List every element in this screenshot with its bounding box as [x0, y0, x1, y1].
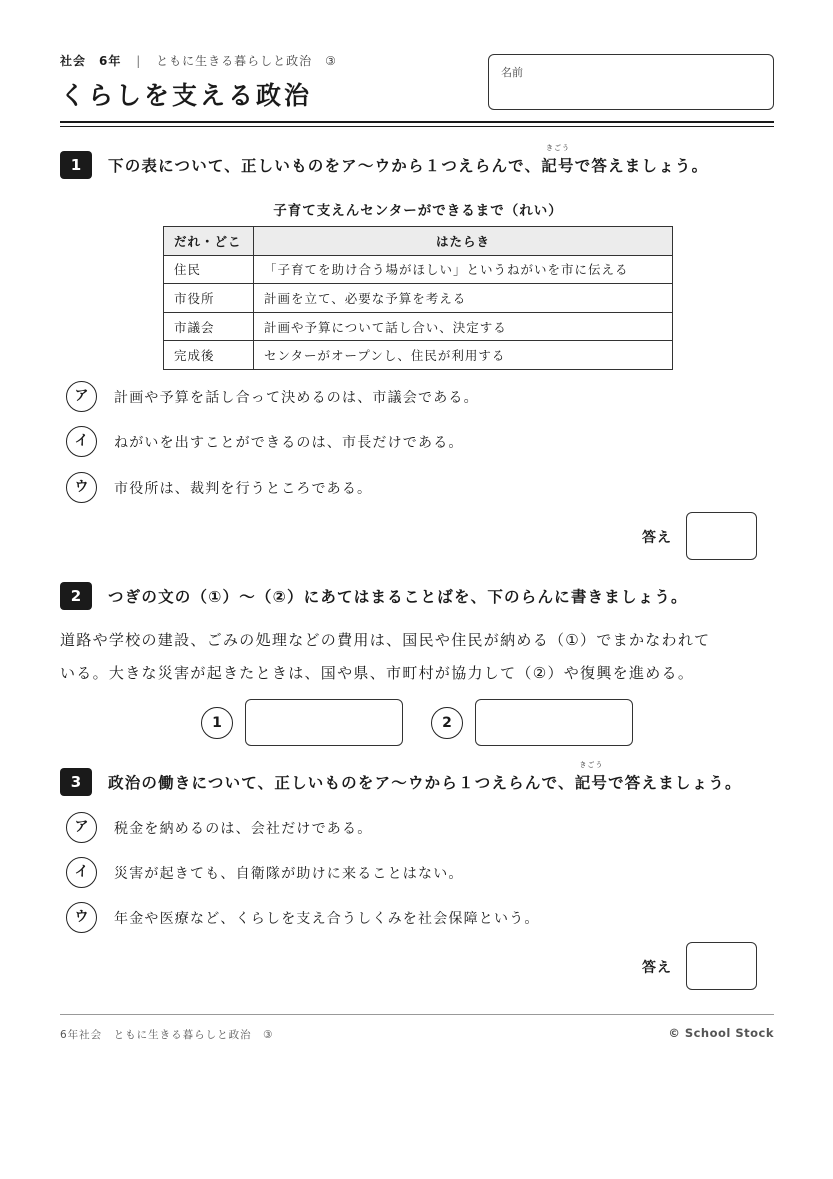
choice-text: ねがいを出すことができるのは、市長だけである。	[114, 435, 464, 451]
question-1-number: 1	[60, 151, 92, 179]
footer-unit: 6年社会 ともに生きる暮らしと政治 ③	[60, 1029, 274, 1041]
question-1-prompt	[108, 144, 709, 176]
q3-ruby-base: 記号	[574, 774, 609, 792]
choice-mark: イ	[66, 426, 97, 457]
choice-mark: イ	[66, 857, 97, 888]
choice-text: 年金や医療など、くらしを支え合うしくみを社会保障という。	[114, 911, 540, 927]
table-cell-role: 計画や予算について話し合い、決定する	[254, 312, 673, 341]
subject-grade: 社会 6年	[60, 54, 122, 68]
table-row	[164, 341, 673, 370]
q3-choice-a[interactable]	[66, 812, 766, 844]
name-field[interactable]	[488, 54, 774, 110]
header-rule-thin	[60, 126, 774, 127]
q3-answer-label: 答え	[642, 960, 672, 976]
q1-ruby-word	[541, 144, 575, 176]
table-cell-role: センターがオープンし、住民が利用する	[254, 341, 673, 370]
table-row	[164, 312, 673, 341]
q1-ruby-base: 記号	[541, 157, 575, 175]
table-header-role: はたらき	[254, 227, 673, 256]
question-2-heading	[60, 580, 780, 612]
choice-text: 計画や予算を話し合って決めるのは、市議会である。	[114, 390, 479, 406]
table-row	[164, 284, 673, 313]
table-title: 子育て支えんセンターができるまで（れい）	[273, 203, 563, 219]
q1-choice-a[interactable]	[66, 381, 766, 413]
blank-2-answer-box[interactable]	[475, 699, 633, 746]
q3-choice-i[interactable]	[66, 857, 766, 889]
header-separator: |	[136, 54, 142, 68]
question-3-heading	[60, 761, 780, 798]
table-cell-role: 「子育てを助け合う場がほしい」というねがいを市に伝える	[254, 255, 673, 284]
choice-mark: ウ	[66, 472, 97, 503]
unit-name: ともに生きる暮らしと政治 ③	[156, 54, 337, 68]
blank-1-answer-box[interactable]	[245, 699, 403, 746]
choice-text: 災害が起きても、自衛隊が助けに来ることはない。	[114, 866, 464, 882]
q3-ruby-reading: きごう	[579, 761, 604, 769]
name-label: 名前	[501, 66, 523, 79]
question-3-number: 3	[60, 768, 92, 796]
choice-text: 市役所は、裁判を行うところである。	[114, 481, 373, 497]
q1-ruby-reading: きごう	[545, 144, 570, 152]
question-2-prompt: つぎの文の（①）～（②）にあてはまることばを、下のらんに書きましょう。	[108, 588, 688, 606]
table-row	[164, 255, 673, 284]
q3-ruby-word	[574, 761, 609, 793]
q1-choice-i[interactable]	[66, 426, 766, 458]
table-cell-who: 完成後	[164, 341, 254, 370]
q1-answer-label: 答え	[642, 530, 672, 546]
choice-mark: ア	[66, 812, 97, 843]
q3-prompt-before: 政治の働きについて、正しいものをア～ウから１つえらんで、	[108, 774, 575, 792]
q2-passage	[60, 624, 780, 690]
question-3-prompt	[108, 761, 742, 793]
q3-choice-u[interactable]	[66, 902, 766, 934]
question-1-heading	[60, 144, 780, 181]
table-cell-who: 市議会	[164, 312, 254, 341]
process-table	[163, 226, 673, 370]
q1-prompt-before: 下の表について、正しいものをア～ウから１つえらんで、	[108, 157, 542, 175]
worksheet-header	[60, 52, 774, 122]
footer-copyright: © School Stock	[668, 1026, 774, 1040]
choice-mark: ア	[66, 381, 97, 412]
table-header-who: だれ・どこ	[164, 227, 254, 256]
table-cell-who: 住民	[164, 255, 254, 284]
table-cell-role: 計画を立て、必要な予算を考える	[254, 284, 673, 313]
blank-1-label: 1	[201, 707, 233, 739]
q1-prompt-after: で答えましょう。	[574, 157, 709, 175]
subject-line	[60, 52, 337, 69]
choice-mark: ウ	[66, 902, 97, 933]
header-rule-thick	[60, 121, 774, 123]
passage-line-2: いる。大きな災害が起きたときは、国や県、市町村が協力して（②）や復興を進める。	[60, 664, 695, 682]
blank-2-label: 2	[431, 707, 463, 739]
q3-prompt-after: で答えましょう。	[608, 774, 742, 792]
choice-text: 税金を納めるのは、会社だけである。	[114, 821, 373, 837]
page-title: くらしを支える政治	[60, 81, 313, 110]
footer-rule	[60, 1014, 774, 1015]
q1-answer-box[interactable]	[686, 512, 757, 560]
passage-line-1: 道路や学校の建設、ごみの処理などの費用は、国民や住民が納める（①）でまかなわれて	[60, 631, 711, 649]
table-cell-who: 市役所	[164, 284, 254, 313]
question-2-number: 2	[60, 582, 92, 610]
q3-answer-box[interactable]	[686, 942, 757, 990]
q1-choice-u[interactable]	[66, 472, 766, 504]
table-header-row	[164, 227, 673, 256]
